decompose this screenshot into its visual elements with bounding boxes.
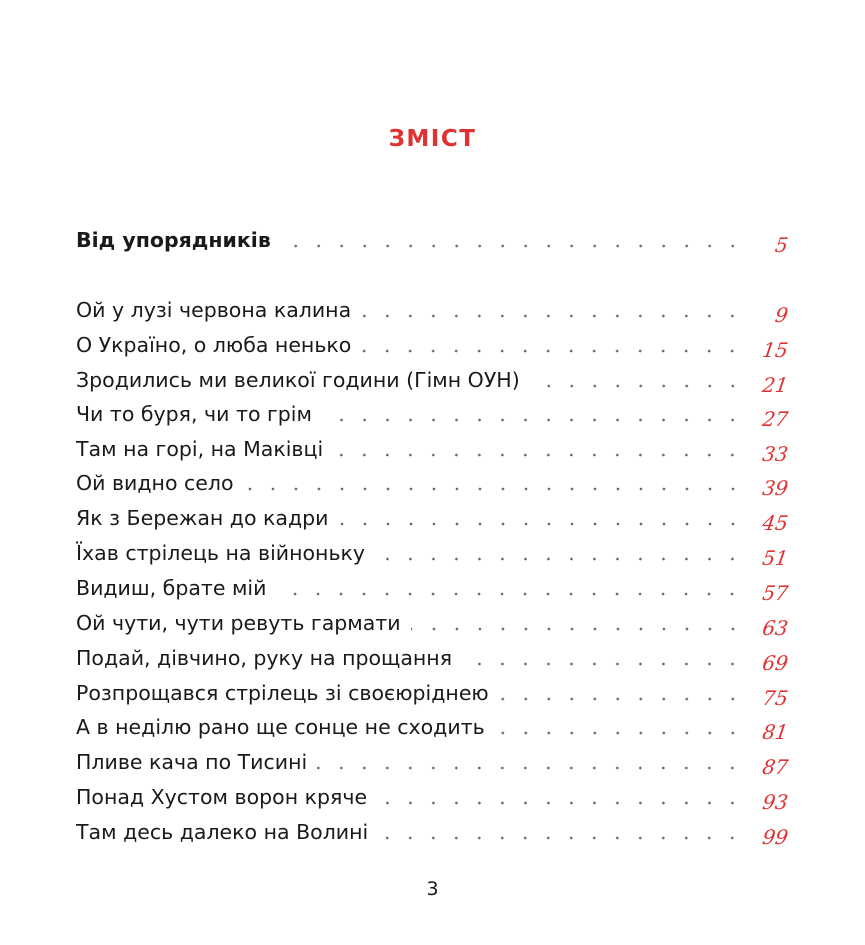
toc-entry-page-number: 75 [760, 686, 790, 710]
dot-leader [495, 731, 744, 735]
dot-leader [276, 592, 744, 596]
dot-leader [333, 453, 744, 457]
toc-entry-page-number: 93 [760, 790, 790, 814]
toc-entry[interactable] [76, 611, 788, 641]
toc-entry[interactable] [76, 681, 788, 711]
toc-entry-title: Там десь далеко на Волині [76, 820, 369, 844]
toc-entry-title: Подай, дівчино, руку на прощання [76, 646, 453, 670]
toc-entry-page-number: 57 [760, 581, 790, 605]
toc-entry[interactable] [76, 541, 788, 571]
toc-entry[interactable] [76, 750, 788, 780]
toc-entry-page-number: 33 [760, 442, 790, 466]
toc-entry-title: Чи то буря, чи то грім [76, 402, 312, 426]
toc-entry-page-number: 51 [760, 546, 790, 570]
page-number-footer: 3 [426, 878, 439, 900]
dot-leader [322, 418, 744, 422]
toc-entry[interactable] [76, 506, 788, 536]
toc-entry-title: О Україно, о люба ненько [76, 333, 352, 357]
dot-leader [377, 801, 744, 805]
toc-entry-page-number: 21 [760, 373, 790, 397]
toc-entry-page-number: 63 [760, 616, 790, 640]
toc-entry-title: Ой у лузі червона калина [76, 298, 352, 322]
toc-entry[interactable] [76, 785, 788, 815]
toc-entry-title: Ой видно село [76, 471, 234, 495]
toc-entry[interactable] [76, 333, 788, 363]
toc-heading: ЗМІСТ [388, 126, 477, 152]
dot-leader [339, 522, 745, 526]
toc-entry-page-number: 9 [773, 303, 790, 327]
dot-leader [361, 314, 744, 318]
toc-entry-page-number: 81 [760, 720, 790, 744]
toc-entry[interactable] [76, 576, 788, 606]
dot-leader [499, 697, 744, 701]
dot-leader [462, 662, 744, 666]
toc-entry-title: А в неділю рано ще сонце не сходить [76, 715, 485, 739]
toc-entry-page-number: 99 [760, 825, 790, 849]
toc-entry-title: Зродились ми великої години (Гімн ОУН) [76, 368, 520, 392]
toc-entry-title: Їхав стрілець на війноньку [76, 541, 366, 565]
toc-entry-title: Розпрощався стрілець зі своєюріднею [76, 681, 489, 705]
toc-entry-preface[interactable] [76, 228, 788, 258]
dot-leader [378, 836, 744, 840]
dot-leader [361, 349, 744, 353]
toc-entry[interactable] [76, 368, 788, 398]
toc-entry-title: Ой чути, чути ревуть гармати [76, 611, 401, 635]
dot-leader [317, 766, 744, 770]
toc-entry-page-number: 87 [760, 755, 790, 779]
dot-leader [244, 487, 744, 491]
dot-leader [281, 244, 744, 248]
toc-entry-page-number: 39 [760, 476, 790, 500]
toc-entry[interactable] [76, 646, 788, 676]
toc-entry-page-number: 69 [760, 651, 790, 675]
toc-entry-title: Від упорядників [76, 228, 271, 252]
dot-leader [375, 557, 744, 561]
toc-entry[interactable] [76, 437, 788, 467]
toc-entry[interactable] [76, 715, 788, 745]
toc-entry-title: Понад Хустом ворон кряче [76, 785, 368, 809]
toc-entry-page-number: 45 [760, 511, 790, 535]
toc-entry[interactable] [76, 402, 788, 432]
toc-entry[interactable] [76, 820, 788, 850]
dot-leader [411, 627, 744, 631]
toc-entry-title: Як з Бережан до кадри [76, 506, 329, 530]
toc-entry[interactable] [76, 471, 788, 501]
toc-entry-title: Пливе кача по Тисині [76, 750, 308, 774]
toc-entry-page-number: 15 [760, 338, 790, 362]
toc-entry-title: Видиш, брате мій [76, 576, 267, 600]
toc-entry-page-number: 27 [760, 407, 790, 431]
toc-entry-title: Там на горі, на Маківці [76, 437, 324, 461]
toc-entry[interactable] [76, 298, 788, 328]
dot-leader [530, 384, 744, 388]
toc-entry-page-number: 5 [773, 233, 790, 257]
